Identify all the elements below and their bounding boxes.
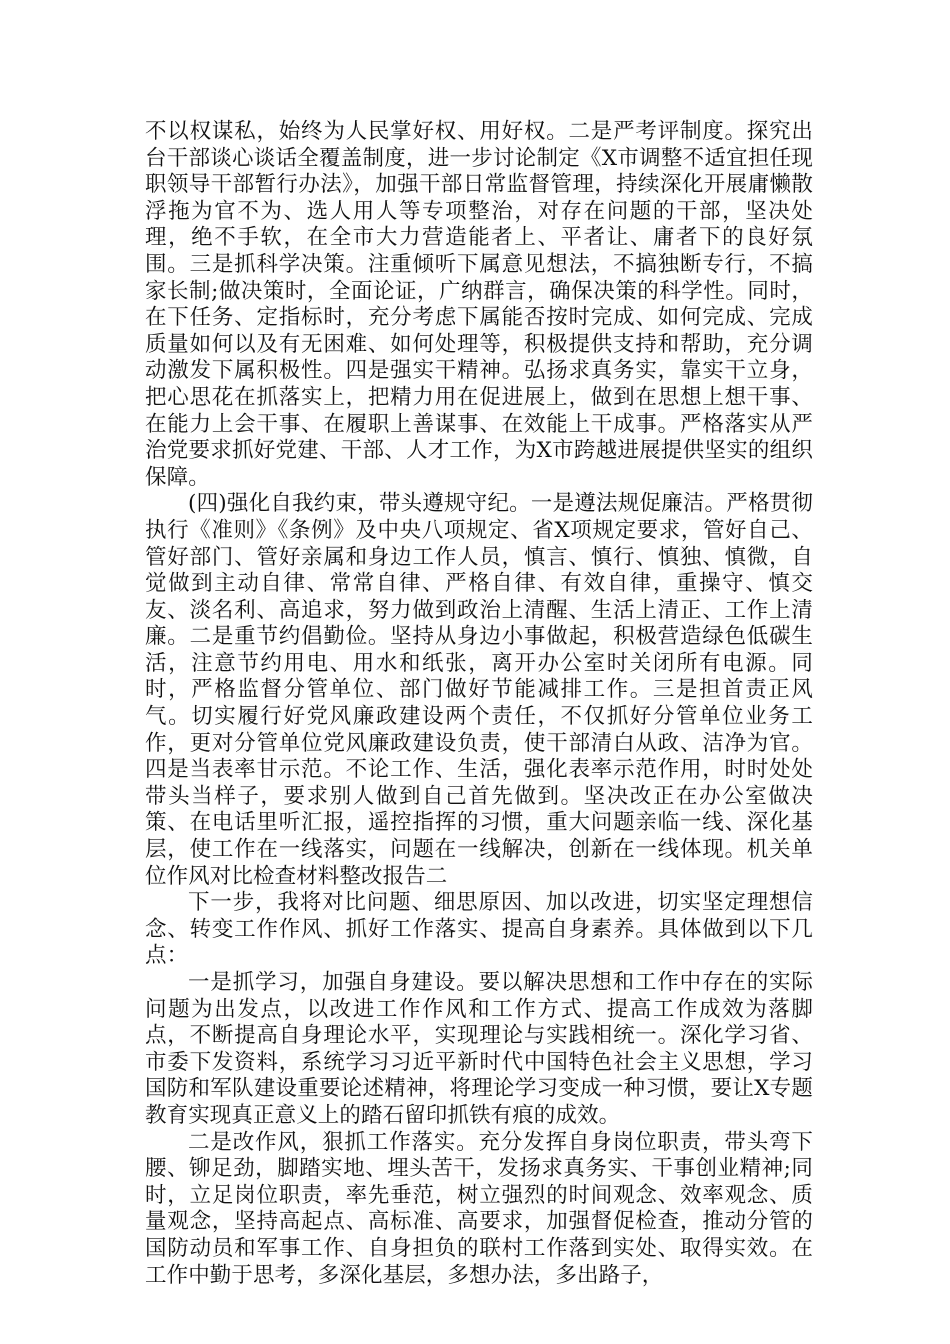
- body-paragraph-3: 下一步，我将对比问题、细思原因、加以改进，切实坚定理想信念、转变工作作风、抓好工作落实、提高自身素养。具体做到以下几点：: [145, 890, 813, 969]
- body-paragraph-5: 二是改作风，狠抓工作落实。充分发挥自身岗位职责，带头弯下腰、铆足劲，脚踏实地、埋头苦干，发扬求真务实、干事创业精神;同时，立足岗位职责，率先垂范，树立强烈的时间观念、效率观念、质量观念，坚持高起点、高标准、高要求，加强督促检查，推动分管的国防动员和军事工作、自身担负的联村工作落到实处、取得实效。在工作中勤于思考，多深化基层，多想办法，多出路子，: [145, 1129, 813, 1288]
- document-body: [145, 119, 813, 1289]
- body-paragraph-1: 不以权谋私，始终为人民掌好权、用好权。二是严考评制度。探究出台干部谈心谈话全覆盖制度，进一步讨论制定《X市调整不适宜担任现职领导干部暂行办法》，加强干部日常监督管理，持续深化开展庸懒散浮拖为官不为、选人用人等专项整治，对存在问题的干部，坚决处理，绝不手软，在全市大力营造能者上、平者让、庸者下的良好氛围。三是抓科学决策。注重倾听下属意见想法，不搞独断专行，不搞家长制;做决策时，全面论证，广纳群言，确保决策的科学性。同时，在下任务、定指标时，充分考虑下属能否按时完成、如何完成、完成质量如何以及有无困难、如何处理等，积极提供支持和帮助，充分调动激发下属积极性。四是强实干精神。弘扬求真务实，靠实干立身，把心思花在抓落实上，把精力用在促进展上，做到在思想上想干事、在能力上会干事、在履职上善谋事、在效能上干成事。严格落实从严治党要求抓好党建、干部、人才工作，为X市跨越进展提供坚实的组织保障。: [145, 119, 813, 490]
- body-paragraph-4: 一是抓学习，加强自身建设。要以解决思想和工作中存在的实际问题为出发点，以改进工作作风和工作方式、提高工作成效为落脚点，不断提高自身理论水平，实现理论与实践相统一。深化学习省、市委下发资料，系统学习习近平新时代中国特色社会主义思想，学习国防和军队建设重要论述精神，将理论学习变成一种习惯，要让X专题教育实现真正意义上的踏石留印抓铁有痕的成效。: [145, 970, 813, 1128]
- body-paragraph-2: (四)强化自我约束，带头遵规守纪。一是遵法规促廉洁。严格贯彻执行《准则》《条例》及中央八项规定、省X项规定要求，管好自己、管好部门、管好亲属和身边工作人员，慎言、慎行、慎独、慎微，自觉做到主动自律、常常自律、严格自律、有效自律，重操守、慎交友、淡名利、高追求，努力做到政治上清醒、生活上清正、工作上清廉。二是重节约倡勤俭。坚持从身边小事做起，积极营造绿色低碳生活，注意节约用电、用水和纸张，离开办公室时关闭所有电源。同时，严格监督分管单位、部门做好节能减排工作。三是担首责正风气。切实履行好党风廉政建设两个责任，不仅抓好分管单位业务工作，更对分管单位党风廉政建设负责，使干部清白从政、洁净为官。四是当表率甘示范。不论工作、生活，强化表率示范作用，时时处处带头当样子，要求别人做到自己首先做到。坚决改正在办公室做决策、在电话里听汇报，遥控指挥的习惯，重大问题亲临一线、深化基层，使工作在一线落实，问题在一线解决，创新在一线体现。机关单位作风对比检查材料整改报告二: [145, 491, 813, 889]
